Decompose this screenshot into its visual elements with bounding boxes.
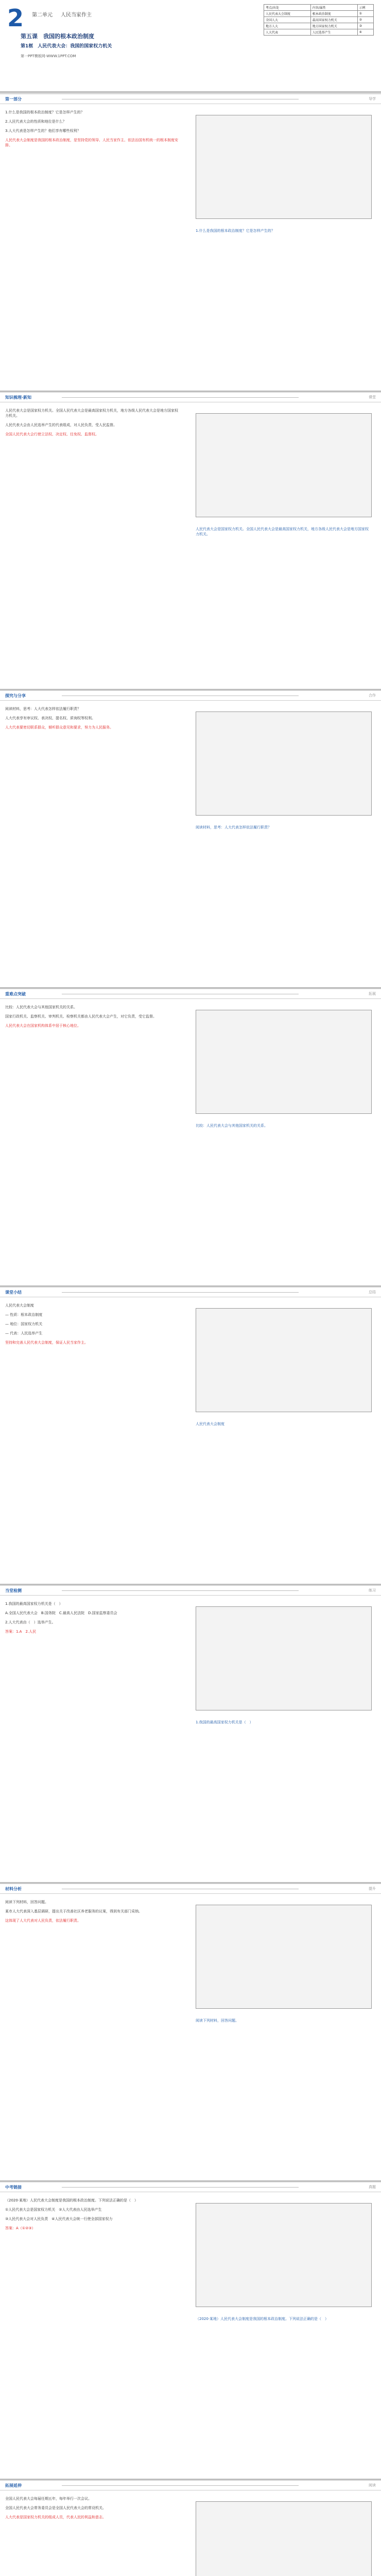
- slide-header: [0, 1586, 381, 1596]
- header-divider: [62, 2485, 299, 2486]
- cover-table-cell: 全国人大: [264, 17, 311, 23]
- highlight-text: 全国人民代表大会行使立法权、决定权、任免权、监督权。: [5, 432, 99, 436]
- slide-header: [0, 1287, 381, 1297]
- slide-notes: [196, 1421, 371, 1427]
- slide-notes: [196, 2316, 371, 2321]
- slide-notes: [196, 825, 371, 830]
- slide-header: [0, 2481, 381, 2490]
- lesson-title: 第五课 我国的根本政治制度: [21, 33, 94, 40]
- header-divider: [62, 2187, 299, 2188]
- highlight-text: 人民代表大会制度是我国的根本政治制度，是坚持党的领导、人民当家作主、依法治国有机统一的根本制度安排。: [5, 138, 178, 147]
- slide-body: [5, 110, 180, 148]
- content-slide: [0, 691, 381, 989]
- cover-table-row: [264, 11, 374, 17]
- slide-tag: 导学: [369, 97, 376, 101]
- illustration-box: [196, 1606, 372, 1710]
- cover-table-cell: 示例: [357, 5, 373, 11]
- body-line: 3.人大代表是怎样产生的？他们享有哪些权利？: [5, 129, 81, 133]
- slide-body: [5, 1005, 180, 1028]
- slide-tag: 合作: [369, 693, 376, 698]
- body-line: 1.什么是我国的根本政治制度？它是怎样产生的？: [5, 110, 84, 114]
- illustration-box: [196, 2501, 372, 2576]
- slide-header: [0, 2182, 381, 2192]
- note-text: （2020·某地）人民代表大会制度是我国的根本政治制度。下列说法正确的是（ ）: [196, 2317, 329, 2321]
- highlight-text: 人民代表大会在国家机构体系中居于核心地位。: [5, 1024, 81, 1028]
- cover-slide: [0, 0, 381, 93]
- content-slide: [0, 2182, 381, 2480]
- header-divider: [62, 1590, 299, 1591]
- slide-title: 拓展延伸: [5, 2483, 22, 2488]
- body-line: 人民代表大会制度: [5, 1303, 34, 1308]
- slide-header: [0, 691, 381, 701]
- body-line: 某市人大代表深入基层调研，提出关于改善社区养老服务的议案，得到有关部门采纳。: [5, 1909, 142, 1913]
- slide-tag: 拓展: [369, 992, 376, 996]
- illustration-box: [196, 413, 372, 517]
- illustration-box: [196, 2203, 372, 2307]
- cover-table-cell: 人民选举产生: [310, 29, 357, 36]
- cover-table-cell: 地方人大: [264, 23, 311, 29]
- cover-table-row: [264, 5, 374, 11]
- body-line: — 代表：人民选举产生: [5, 1331, 43, 1335]
- body-line: 人民代表大会由人民选举产生的代表组成，对人民负责，受人民监督。: [5, 423, 117, 427]
- cover-table-cell: 地方国家权力机关: [310, 23, 357, 29]
- highlight-text: 人大代表是国家权力机关的组成人员，代表人民的利益和意志。: [5, 2515, 106, 2519]
- slide-body: [5, 408, 180, 437]
- header-divider: [62, 397, 299, 398]
- slide-title: 重难点突破: [5, 992, 26, 996]
- cover-table-row: [264, 29, 374, 36]
- slide-body: [5, 1900, 180, 1923]
- content-slide: [0, 989, 381, 1287]
- note-text: 1.什么是我国的根本政治制度？它是怎样产生的？: [196, 229, 275, 233]
- body-line: — 地位：国家权力机关: [5, 1322, 43, 1326]
- slide-header: [0, 393, 381, 402]
- header-divider: [62, 1292, 299, 1293]
- body-line: 全国人民代表大会常务委员会是全国人民代表大会的常设机关。: [5, 2506, 106, 2510]
- slide-title: 知识梳理·新知: [5, 395, 32, 400]
- slide-tag: 总结: [369, 1290, 376, 1294]
- body-line: 人民代表大会是国家权力机关。全国人民代表大会是最高国家权力机关，地方各级人民代表大会是地方国家权力机关。: [5, 409, 178, 418]
- cover-table-cell: ①: [357, 11, 373, 17]
- slide-title: 第一部分: [5, 97, 22, 101]
- illustration-box: [196, 1905, 372, 2009]
- body-line: 国家行政机关、监察机关、审判机关、检察机关都由人民代表大会产生，对它负责，受它监督。: [5, 1014, 157, 1019]
- note-text: 人民代表大会制度: [196, 1422, 224, 1426]
- body-line: （2020·某地）人民代表大会制度是我国的根本政治制度。下列说法正确的是（ ）: [5, 2198, 138, 2202]
- illustration-box: [196, 1010, 372, 1114]
- highlight-text: 人大代表要密切联系群众，倾听群众意见和要求，努力为人民服务。: [5, 725, 113, 730]
- slide-notes: [196, 527, 371, 537]
- slide-header: [0, 989, 381, 999]
- slide-header: [0, 94, 381, 104]
- note-text: 阅读下列材料，回答问题。: [196, 2019, 239, 2023]
- body-line: 阅读下列材料，回答问题。: [5, 1900, 48, 1904]
- illustration-box: [196, 115, 372, 219]
- note-text: 1.我国的最高国家权力机关是（ ）: [196, 1720, 253, 1724]
- content-slide: [0, 393, 381, 690]
- cover-table-cell: ③: [357, 23, 373, 29]
- slide-body: [5, 2496, 180, 2520]
- unit-name: 人民当家作主: [61, 12, 92, 18]
- highlight-text: 答案：A（①②③）: [5, 2226, 36, 2230]
- note-text: 比较：人民代表大会与其他国家机关的关系。: [196, 1124, 268, 1128]
- highlight-text: 坚持和完善人民代表大会制度，保证人民当家作主。: [5, 1341, 88, 1345]
- body-line: 2.人民代表大会的性质和地位是什么？: [5, 120, 66, 124]
- lesson-subtitle: 第1框 人民代表大会：我国的国家权力机关: [21, 44, 112, 49]
- slide-title: 探究与分享: [5, 693, 26, 698]
- slide-tag: 阅读: [369, 2483, 376, 2487]
- cover-table-cell: 人大代表: [264, 29, 311, 36]
- cover-table-cell: 最高国家权力机关: [310, 17, 357, 23]
- note-text: 阅读材料，思考：人大代表怎样依法履行职责？: [196, 825, 271, 829]
- highlight-text: 答案：1.A 2.人民: [5, 1630, 37, 1634]
- slide-tag: 真题: [369, 2185, 376, 2189]
- body-line: ③人民代表大会对人民负责 ④人民代表大会统一行使全部国家权力: [5, 2217, 113, 2221]
- cover-table-cell: 考点/出处: [264, 5, 311, 11]
- body-line: 全国人民代表大会每届任期五年，每年举行一次会议。: [5, 2497, 92, 2501]
- cover-table-cell: 人民代表大会制度: [264, 11, 311, 17]
- body-line: 2.人大代表由（ ）选举产生。: [5, 1620, 56, 1624]
- slide-title: 材料分析: [5, 1887, 22, 1891]
- slide-notes: [196, 1123, 371, 1128]
- slide-header: [0, 1884, 381, 1894]
- body-line: ①人民代表大会是国家权力机关 ②人大代表由人民选举产生: [5, 2208, 102, 2212]
- slide-body: [5, 2198, 180, 2231]
- unit-label: 第二单元: [32, 12, 53, 18]
- cover-table-row: [264, 17, 374, 23]
- illustration-box: [196, 1308, 372, 1412]
- note-text: 人民代表大会是国家权力机关。全国人民代表大会是最高国家权力机关，地方各级人民代表大会是地方国家权力机关。: [196, 527, 369, 536]
- slide-title: 课堂小结: [5, 1290, 22, 1295]
- slide-tag: 提升: [369, 1887, 376, 1891]
- body-line: 人大代表享有审议权、表决权、提名权、质询权等权利。: [5, 716, 95, 720]
- content-slide: [0, 1884, 381, 2182]
- body-line: — 性质：根本政治制度: [5, 1313, 43, 1317]
- slide-body: [5, 1601, 180, 1634]
- content-slide: [0, 2481, 381, 2576]
- slide-notes: [196, 1720, 371, 1725]
- brand-text: 第一PPT模板网-WWW.1PPT.COM: [21, 54, 76, 58]
- slide-title: 中考链接: [5, 2185, 22, 2190]
- cover-table-cell: ④: [357, 29, 373, 36]
- highlight-text: 这体现了人大代表对人民负责，依法履行职责。: [5, 1919, 81, 1923]
- content-slide: [0, 1287, 381, 1585]
- slide-tag: 练习: [369, 1588, 376, 1592]
- cover-table-cell: 根本政治制度: [310, 11, 357, 17]
- body-line: A.全国人民代表大会 B.国务院 C.最高人民法院 D.国家监察委员会: [5, 1611, 117, 1615]
- body-line: 阅读材料，思考：人大代表怎样依法履行职责？: [5, 707, 81, 711]
- unit-number: 2: [7, 4, 24, 32]
- slide-body: [5, 706, 180, 730]
- slide-notes: [196, 2018, 371, 2023]
- cover-table-cell: ②: [357, 17, 373, 23]
- body-line: 比较：人民代表大会与其他国家机关的关系。: [5, 1005, 77, 1009]
- slide-body: [5, 1303, 180, 1345]
- cover-table: [264, 4, 374, 36]
- cover-table-cell: 内容/属性: [310, 5, 357, 11]
- cover-table-row: [264, 23, 374, 29]
- body-line: 1.我国的最高国家权力机关是（ ）: [5, 1602, 63, 1606]
- slide-title: 当堂检测: [5, 1588, 22, 1593]
- slide-tag: 课堂: [369, 395, 376, 399]
- content-slide: [0, 94, 381, 392]
- content-slide: [0, 1586, 381, 1884]
- illustration-box: [196, 711, 372, 816]
- slide-notes: [196, 228, 371, 233]
